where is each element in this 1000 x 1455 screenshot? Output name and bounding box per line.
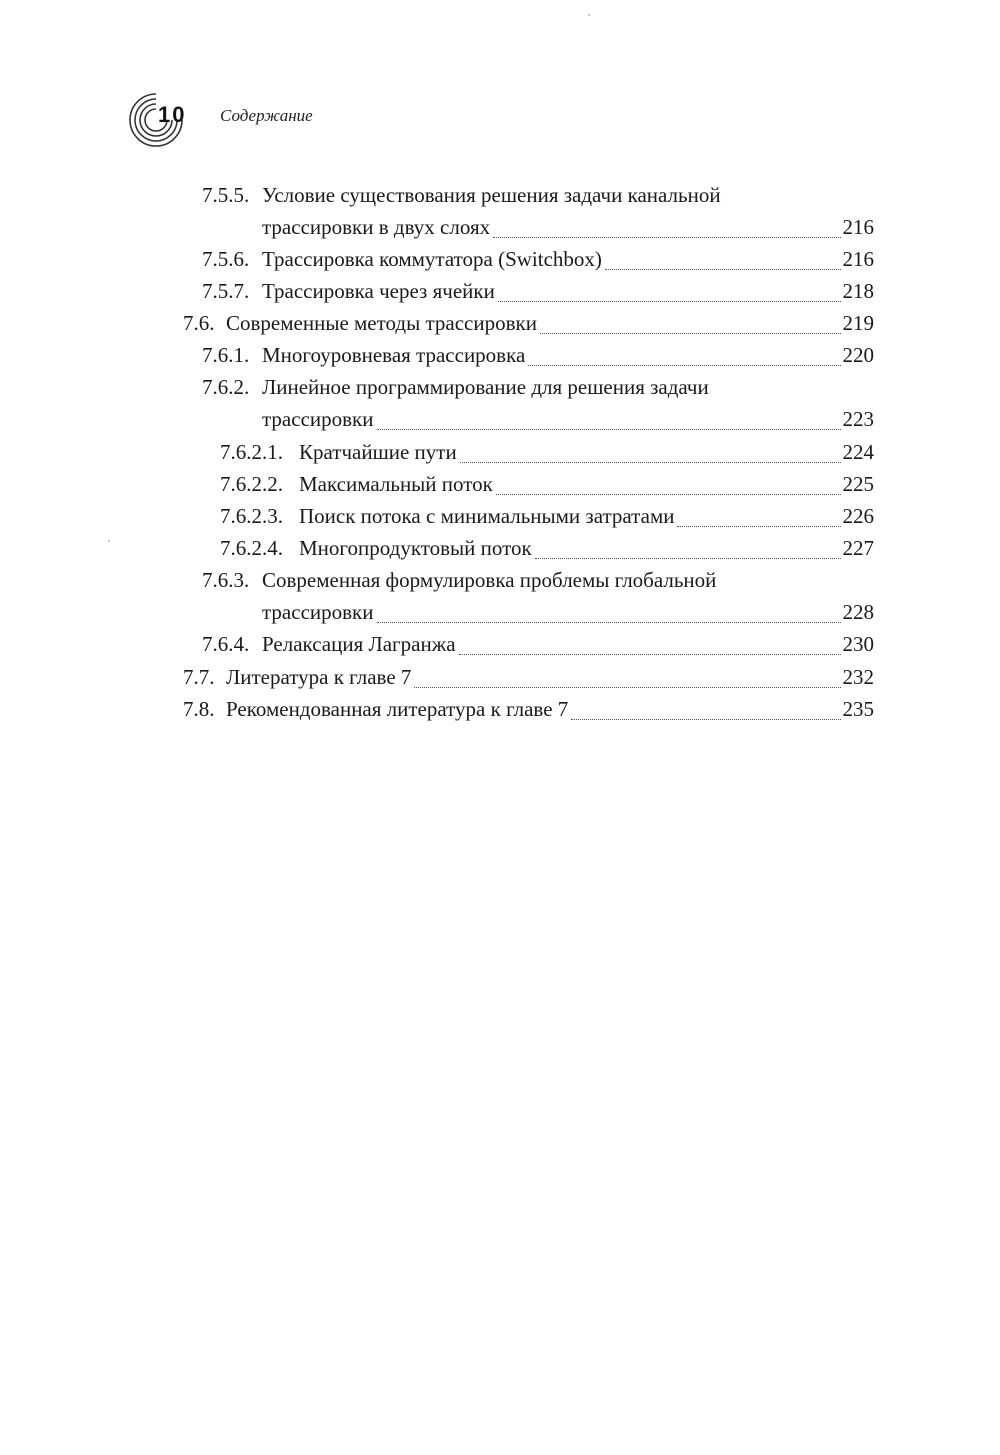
dot-leader	[535, 557, 841, 559]
toc-entry-page: 216	[842, 215, 874, 239]
toc-entry-page: 235	[842, 697, 874, 721]
toc-entry	[0, 275, 1000, 307]
toc-entry-title: трассировки в двух слоях	[262, 211, 492, 243]
toc-entry-title: Литература к главе 7	[226, 661, 413, 693]
page-header	[126, 90, 526, 150]
dot-leader	[605, 268, 841, 270]
toc-entry-title: Кратчайшие пути	[299, 436, 459, 468]
toc-entry-number: 7.5.5.	[202, 183, 250, 207]
toc-entry	[0, 596, 1000, 628]
toc-entry	[0, 693, 1000, 725]
toc-entry-title: Максимальный поток	[299, 468, 495, 500]
toc-entry-number: 7.8.	[183, 697, 215, 721]
toc-entry-number: 7.6.	[183, 311, 215, 335]
section-title: Содержание	[220, 106, 313, 125]
dot-leader	[571, 718, 840, 720]
toc-entry-number: 7.6.1.	[202, 343, 250, 367]
toc-entry-number: 7.6.3.	[202, 568, 250, 592]
toc-entry	[0, 628, 1000, 660]
toc-entry	[0, 564, 1000, 596]
toc-entry	[0, 371, 1000, 403]
toc-entry-page: 227	[842, 536, 874, 560]
dot-leader	[540, 332, 841, 334]
toc-entry-title: трассировки	[262, 403, 376, 435]
toc-entry	[0, 436, 1000, 468]
toc-entry-title: Многоуровневая трассировка	[262, 339, 527, 371]
toc-entry-page: 226	[842, 504, 874, 528]
dot-leader	[677, 525, 840, 527]
toc-entry-number: 7.6.2.	[202, 375, 250, 399]
dot-leader	[414, 686, 840, 688]
toc-entry-title: Линейное программирование для решения задачи	[262, 371, 711, 403]
toc-entry	[0, 179, 1000, 211]
toc-entry-number: 7.6.2.3.	[220, 504, 283, 528]
dot-leader	[528, 364, 840, 366]
toc-entry-page: 230	[842, 632, 874, 656]
toc-entry-title: Многопродуктовый поток	[299, 532, 534, 564]
toc-entry-page: 224	[842, 440, 874, 464]
toc-entry	[0, 500, 1000, 532]
toc-entry	[0, 532, 1000, 564]
toc-entry	[0, 307, 1000, 339]
toc-entry-page: 216	[842, 247, 874, 271]
scan-speck	[588, 14, 590, 16]
toc-entry-page: 218	[842, 279, 874, 303]
toc-entry	[0, 211, 1000, 243]
toc-entry-page: 220	[842, 343, 874, 367]
toc-entry-title: Рекомендованная литература к главе 7	[226, 693, 570, 725]
toc-entry-title: Релаксация Лагранжа	[262, 628, 458, 660]
toc-entry	[0, 339, 1000, 371]
dot-leader	[498, 300, 841, 302]
dot-leader	[496, 493, 841, 495]
toc-entry	[0, 468, 1000, 500]
toc-entry-page: 228	[842, 600, 874, 624]
toc-entry-page: 219	[842, 311, 874, 335]
toc-entry-title: Современная формулировка проблемы глобальной	[262, 564, 718, 596]
dot-leader	[493, 236, 840, 238]
toc-entry	[0, 661, 1000, 693]
toc-entry-number: 7.6.2.4.	[220, 536, 283, 560]
toc-entry-title: Поиск потока с минимальными затратами	[299, 500, 676, 532]
dot-leader	[377, 428, 841, 430]
toc-entry-page: 223	[842, 407, 874, 431]
toc-entry-number: 7.6.2.1.	[220, 440, 283, 464]
toc-entry	[0, 403, 1000, 435]
toc-entry-number: 7.6.4.	[202, 632, 250, 656]
toc-entry-title: Трассировка коммутатора (Switchbox)	[262, 243, 604, 275]
toc-entry	[0, 243, 1000, 275]
toc-entry-title: Условие существования решения задачи канальной	[262, 179, 723, 211]
toc-entry-number: 7.5.7.	[202, 279, 250, 303]
dot-leader	[460, 461, 841, 463]
page-number: 10	[158, 102, 187, 127]
toc-entry-title: Современные методы трассировки	[226, 307, 539, 339]
toc-entry-number: 7.6.2.2.	[220, 472, 283, 496]
dot-leader	[377, 621, 841, 623]
toc-entry-page: 232	[842, 665, 874, 689]
toc-entry-title: Трассировка через ячейки	[262, 275, 497, 307]
toc-entry-page: 225	[842, 472, 874, 496]
toc-entry-title: трассировки	[262, 596, 376, 628]
scan-speck	[108, 540, 110, 542]
dot-leader	[459, 653, 841, 655]
toc-entry-number: 7.7.	[183, 665, 215, 689]
toc-entry-number: 7.5.6.	[202, 247, 250, 271]
